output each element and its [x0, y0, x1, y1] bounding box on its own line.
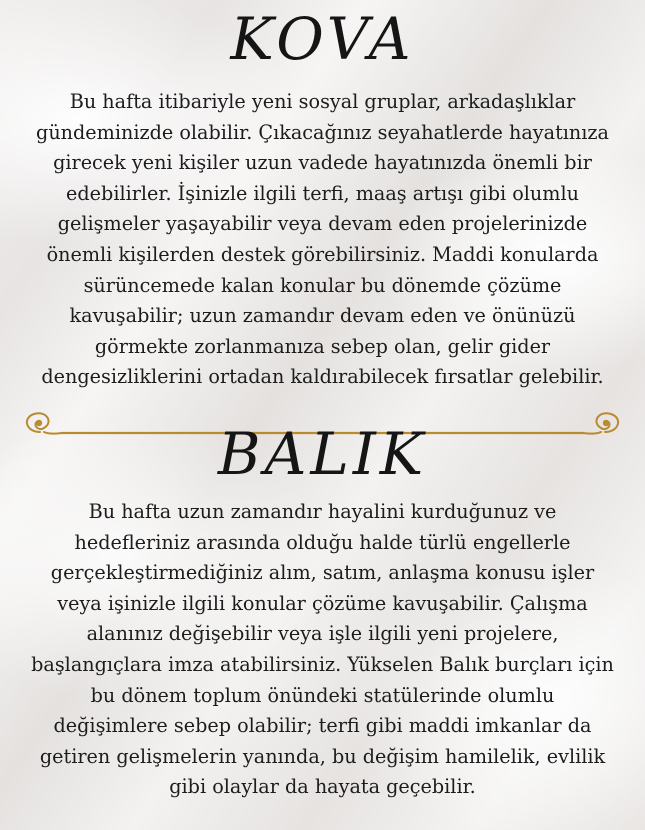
text-line: kavuşabilir; uzun zamandır devam eden ve önünüzü: [69, 304, 576, 328]
section-text-balik: [8, 497, 637, 803]
text-line: görmekte zorlanmanıza sebep olan, gelir gider: [94, 334, 551, 358]
text-line: sürüncemede kalan konular bu dönemde çözüme: [83, 273, 562, 297]
text-line: gibi olaylar da hayata geçebilir.: [169, 775, 476, 799]
text-line: getiren gelişmelerin yanında, bu değişim hamilelik, evlilik: [39, 744, 606, 768]
text-line: dengesizliklerini ortadan kaldırabilecek fırsatlar gelebilir.: [41, 365, 604, 389]
text-line: gündeminizde olabilir. Çıkacağınız seyahatlerde hayatınıza: [36, 120, 609, 144]
text-line: Bu hafta itibariyle yeni sosyal gruplar, arkadaşlıklar: [69, 90, 576, 113]
text-line: bu dönem toplum önündeki statülerinde olumlu: [90, 683, 555, 707]
text-line: Bu hafta uzun zamandır hayalini kurduğunuz ve: [88, 500, 557, 523]
text-line: girecek yeni kişiler uzun vadede hayatınızda önemli bir: [53, 151, 592, 175]
text-line: gelişmeler yaşayabilir veya devam eden projelerinizde: [57, 212, 588, 236]
text-line: başlangıçlara imza atabilirsiniz. Yükselen Balık burçları için: [31, 652, 614, 676]
text-line: edebilirler. İşinizle ilgili terfi, maaş artışı gibi olumlu: [66, 181, 579, 205]
text-line: alanınız değişebilir veya işle ilgili yeni projelere,: [86, 622, 559, 646]
text-line: değişimlere sebep olabilir; terfi gibi maddi imkanlar da: [53, 714, 592, 738]
section-text-kova: [8, 87, 637, 393]
text-line: hedefleriniz arasında olduğu halde türlü engellerle: [74, 530, 571, 554]
section-title-balik: BALIK: [217, 420, 428, 488]
text-line: veya işinizle ilgili konular çözüme kavuşabilir. Çalışma: [57, 591, 588, 615]
section-title-kova: KOVA: [230, 5, 415, 73]
text-line: gerçekleştirmediğiniz alım, satım, anlaşma konusu işler: [50, 561, 595, 585]
text-line: önemli kişilerden destek görebilirsiniz. Maddi konularda: [46, 242, 599, 266]
